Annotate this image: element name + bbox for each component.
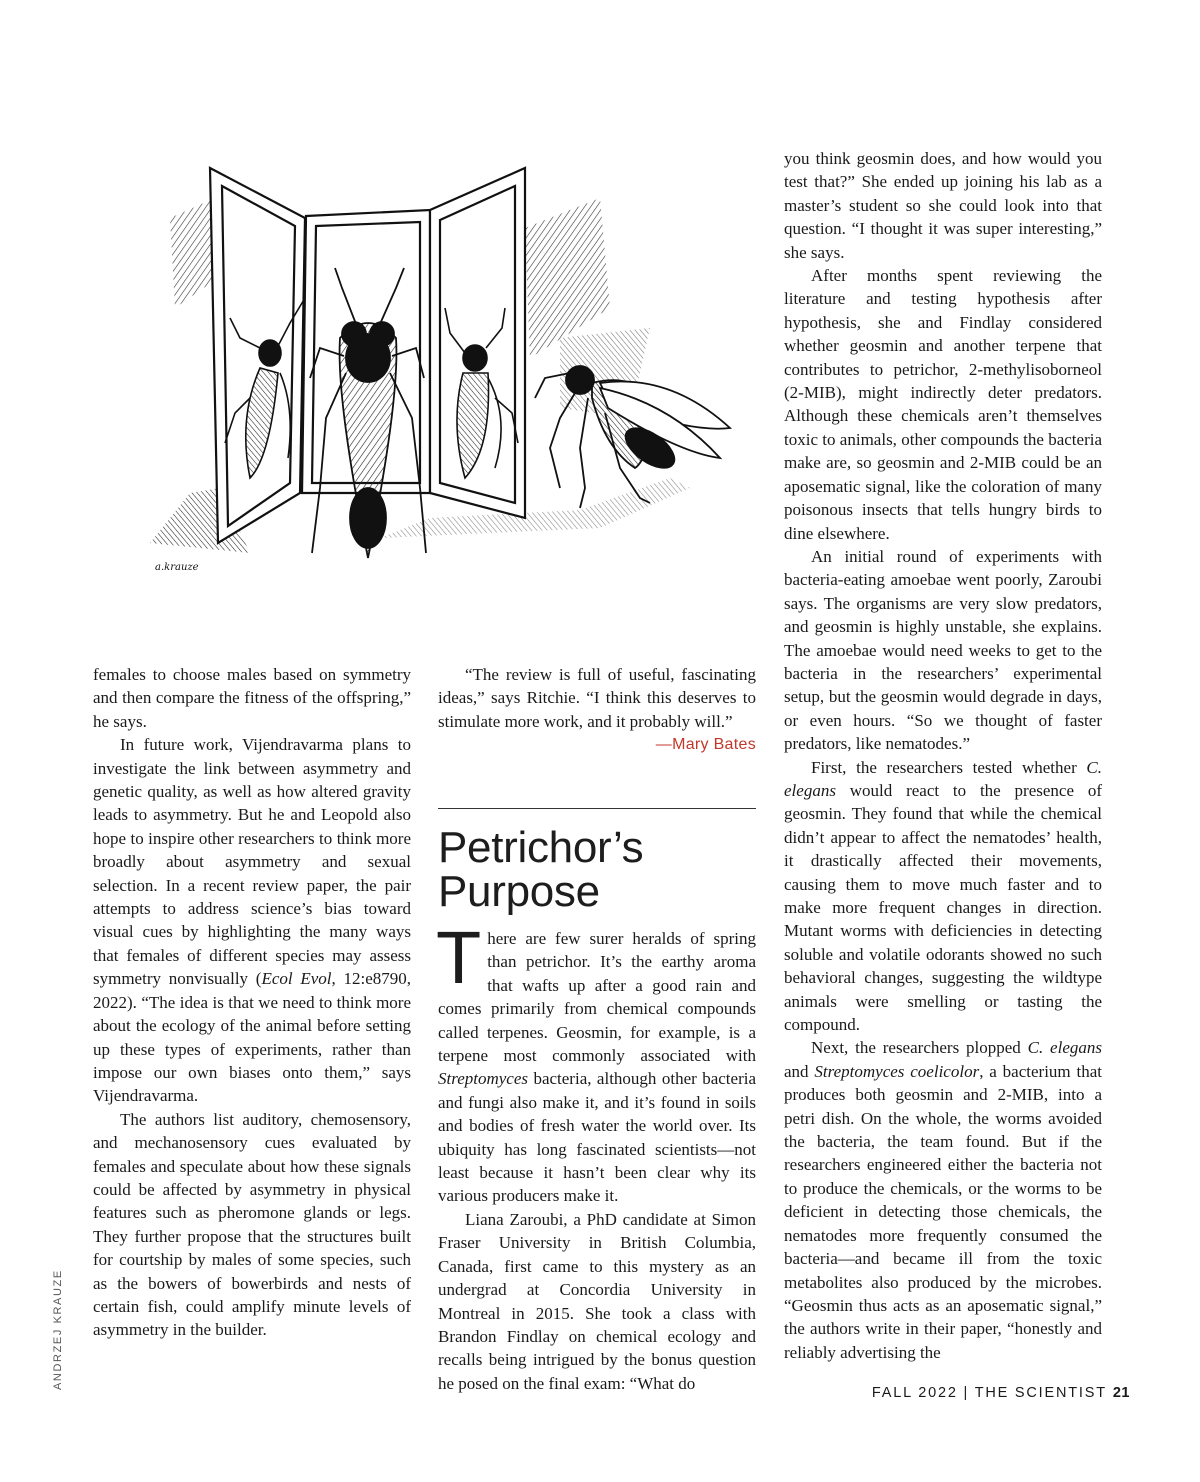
- issue-label: FALL 2022 | THE SCIENTIST: [871, 1385, 1107, 1401]
- paragraph: females to choose males based on symmetry and then compare the fitness of the offspring,” he says.: [93, 665, 411, 731]
- paragraph: An initial round of experiments with bacteria-eating amoebae went poorly, Zaroubi says. The organisms are very slow predators, and geosmin is highly unstable, she explains. The amoebae would need weeks to get to the bacteria in the researchers’ experimental setup, but the geosmin would degrade in days, or even hours. “So we thought of faster predators, like nematodes.”: [784, 546, 1102, 754]
- article-headline: Petrichor’s Purpose: [438, 823, 644, 916]
- drop-cap: T: [436, 916, 482, 999]
- paragraph: The authors list auditory, chemosensory, and mechanosensory cues evaluated by females and speculate about how these signals could be affected by asymmetry in physical features such as pheromone glands or legs. They further propose that the structures built for courtship by males of some species, such as the bowers of bowerbirds and nests of certain fish, could amplify minute levels of asymmetry in the builder.: [93, 1109, 411, 1340]
- illustration-signature: a.krauze: [155, 562, 199, 573]
- paragraph: Next, the researchers plopped C. elegans and Streptomyces coelicolor, a bacterium that produces both geosmin and 2-MIB, into a petri dish. On the whole, the worms avoided the bacteria, the team found. But if the researchers engineered either the bacteria not to produce the chemicals, or the worms to be deficient in detecting those chemicals, the nematodes more frequently consumed the bacteria—and became ill from the toxic metabolites also produced by the microbes. “Geosmin thus acts as an aposematic signal,” the authors write in their paper, “honestly and reliably advertising the: [784, 1038, 1102, 1362]
- paragraph: you think geosmin does, and how would you test that?” She ended up joining his lab as a master’s student so she could look into that question. “I thought it was super interesting,” she says.: [784, 149, 1102, 262]
- citation-journal: Ecol Evol: [261, 969, 332, 989]
- paragraph: First, the researchers tested whether C. elegans would react to the presence of geosmin. They found that while the chemical didn’t appear to affect the nematodes’ health, it drastically affected their movements, causing them to move much faster and to make more frequent changes in direction. Mutant worms with deficiencies in detecting soluble and volatile odorants showed no such behavioral changes, suggesting the wildtype animals were smelling or tasting the compound.: [784, 757, 1102, 1035]
- paragraph: Liana Zaroubi, a PhD candidate at Simon Fraser University in British Columbia, Canada, first came to this mystery as an undergrad at Concordia University in Montreal in 2015. She took a class with Brandon Findlay on chemical ecology and recalls being intrigued by the bonus question he posed on the final exam: “What do: [438, 1209, 756, 1393]
- body-column-1: [93, 663, 411, 1342]
- fly-mirrors-illustration: [130, 158, 750, 598]
- paragraph: After months spent reviewing the literature and testing hypothesis after hypothesis, she and Findlay considered whether geosmin and another terpene that contributes to petrichor, 2-methylisoborneol (2-MIB), might indirectly deter predators. Although these chemicals aren’t themselves toxic to animals, other compounds the bacteria make are, so geosmin and 2-MIB could be an aposematic signal, like the coloration of many poisonous insects that tells hungry birds to dine elsewhere.: [784, 266, 1102, 543]
- body-column-3: [784, 147, 1102, 1364]
- body-column-2: [438, 663, 756, 757]
- section-divider: [438, 808, 756, 809]
- closing-quote: “The review is full of useful, fascinating ideas,” says Ritchie. “I think this deserves to stimulate more work, and it probably will.”: [438, 665, 756, 731]
- body-column-2-article: [436, 916, 756, 1395]
- paragraph: There are few surer heralds of spring than petrichor. It’s the earthy aroma that wafts up after a good rain and comes primarily from chemical compounds called terpenes. Geosmin, for example, is a terpene most commonly associated with Streptomyces bacteria, although other bacteria and fungi also make it, and it’s found in soils and bodies of fresh water the world over. Its ubiquity has long fascinated scientists—not least because it hasn’t been clear why its various producers make it.: [436, 916, 756, 1206]
- page-number: 21: [1112, 1385, 1130, 1401]
- mirror-left: [210, 168, 305, 543]
- photo-credit: ANDRZEJ KRAUZE: [52, 1269, 64, 1390]
- paragraph: In future work, Vijendravarma plans to investigate the link between asymmetry and genetic quality, as well as how altered gravity leads to asymmetry. But he and Leopold also hope to inspire other researchers to think more broadly about asymmetry and sexual selection. In a recent review paper, the pair attempts to address science’s bias toward visual cues by highlighting the many ways that females of different species may assess symmetry nonvisually (Ecol Evol, 12:e8790, 2022). “The idea is that we need to think more about the ecology of the animal before setting up these types of experiments, rather than impose our own biases onto them,” says Vijendravarma.: [93, 735, 411, 1106]
- page-footer: [872, 1385, 1130, 1401]
- author-byline: —Mary Bates: [655, 736, 756, 754]
- mirror-right: [430, 168, 525, 518]
